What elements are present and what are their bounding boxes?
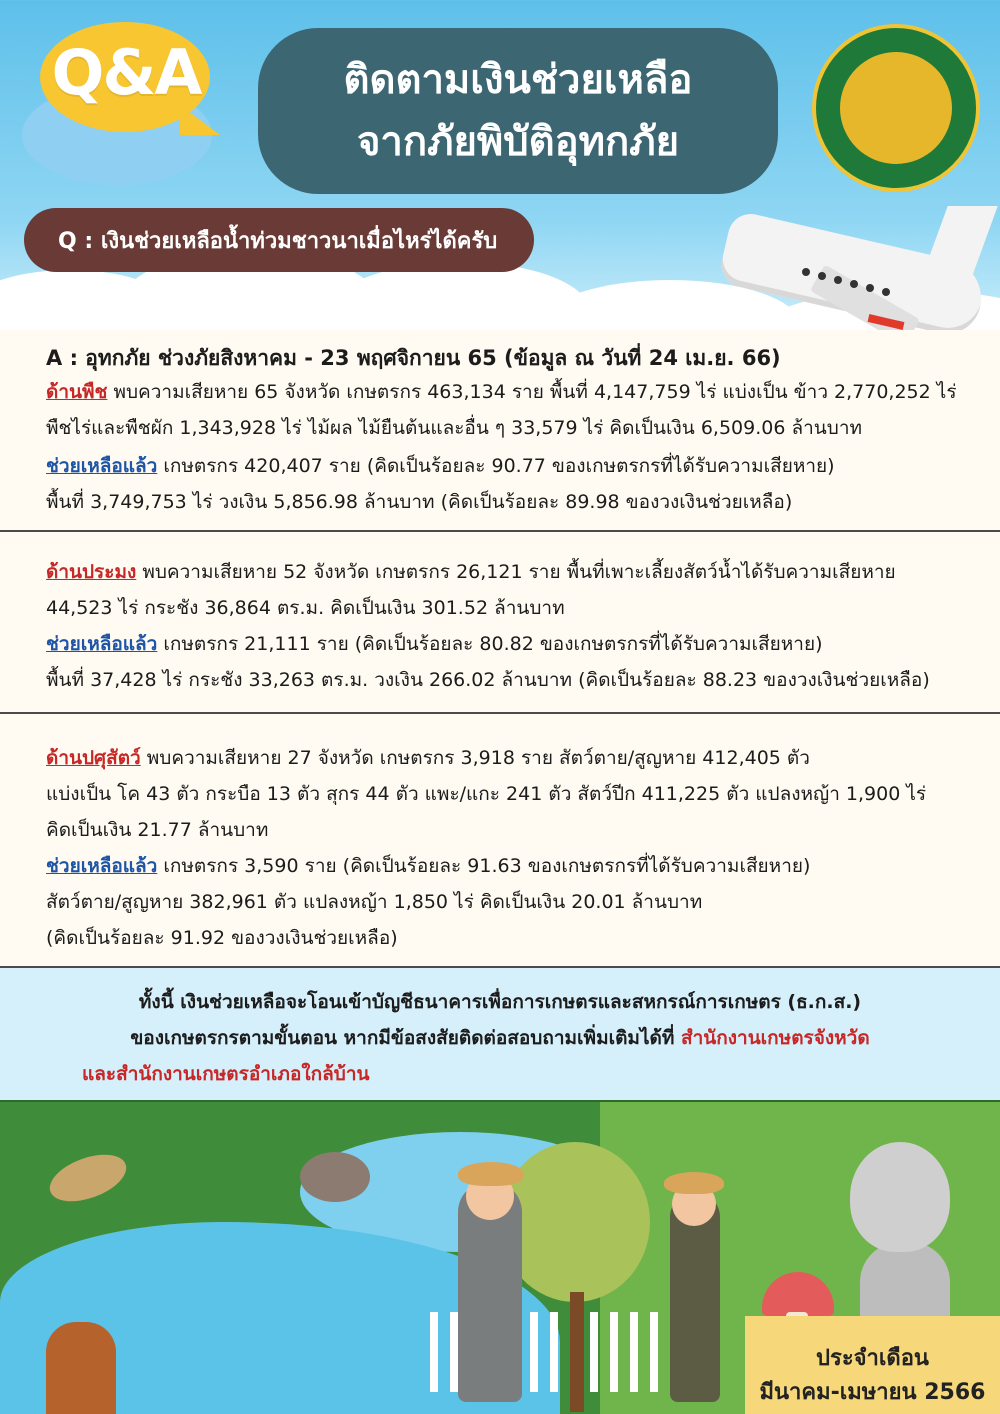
livestock-line-3: คิดเป็นเงิน 21.77 ล้านบาท	[46, 819, 269, 841]
title-line-1: ติดตามเงินช่วยเหลือ	[343, 57, 693, 103]
airplane-window	[850, 280, 858, 288]
windmill-icon	[46, 1322, 116, 1414]
livestock-help-heading: ช่วยเหลือแล้ว	[46, 855, 158, 877]
date-label: ประจำเดือน	[816, 1346, 929, 1371]
qa-bubble-tail	[180, 105, 220, 135]
section-divider	[0, 712, 1000, 714]
livestock-help-line-1	[46, 852, 810, 880]
crops-help-text-1: เกษตรกร 420,407 ราย (คิดเป็นร้อยละ 90.77 ของเกษตรกรที่ได้รับความเสียหาย)	[157, 455, 835, 477]
rock-icon	[300, 1152, 370, 1202]
fishery-help-line-2: พื้นที่ 37,428 ไร่ กระชัง 33,263 ตร.ม. วงเงิน 266.02 ล้านบาท (คิดเป็นร้อยละ 88.23 ของวงเงินช่วยเหลือ)	[46, 669, 930, 691]
page-title	[258, 28, 778, 194]
fishery-heading: ด้านประมง	[46, 561, 137, 583]
tree-trunk	[570, 1292, 584, 1412]
livestock-text-1: พบความเสียหาย 27 จังหวัด เกษตรกร 3,918 ราย สัตว์ตาย/สูญหาย 412,405 ตัว	[140, 747, 810, 769]
straw-hat-icon	[458, 1162, 524, 1186]
livestock-help-text-1: เกษตรกร 3,590 ราย (คิดเป็นร้อยละ 91.63 ของเกษตรกรที่ได้รับความเสียหาย)	[157, 855, 811, 877]
livestock-line-2: แบ่งเป็น โค 43 ตัว กระบือ 13 ตัว สุกร 44 ตัว แพะ/แกะ 241 ตัว สัตว์ปีก 411,225 ตัว แปลงหญ้า 1,900 ไร่	[46, 783, 927, 805]
footer-text-2: ของเกษตรกรตามขั้นตอน หากมีข้อสงสัยติดต่อสอบถามเพิ่มเติมได้ที่	[130, 1027, 681, 1049]
footer-line-1: ทั้งนี้ เงินช่วยเหลือจะโอนเข้าบัญชีธนาคารเพื่อการเกษตรและสหกรณ์การเกษตร (ธ.ก.ส.)	[138, 991, 862, 1013]
straw-hat-icon	[664, 1172, 724, 1194]
raccoon-icon	[850, 1142, 950, 1252]
crops-line-1	[46, 378, 957, 406]
airplane-window	[866, 284, 874, 292]
airplane-window	[802, 268, 810, 276]
crops-heading: ด้านพืช	[46, 381, 108, 403]
answer-title: A : อุทกภัย ช่วงภัยสิงหาคม - 23 พฤศจิกายน 65 (ข้อมูล ณ วันที่ 24 เม.ย. 66)	[46, 346, 781, 370]
fishery-help-line-1	[46, 630, 823, 658]
tree-crown	[500, 1142, 650, 1302]
crops-help-line-2: พื้นที่ 3,749,753 ไร่ วงเงิน 5,856.98 ล้านบาท (คิดเป็นร้อยละ 89.98 ของวงเงินช่วยเหลือ)	[46, 491, 793, 513]
section-divider	[0, 530, 1000, 532]
airplane-window	[834, 276, 842, 284]
airplane-window	[882, 288, 890, 296]
fishery-help-heading: ช่วยเหลือแล้ว	[46, 633, 158, 655]
fishery-help-text-1: เกษตรกร 21,111 ราย (คิดเป็นร้อยละ 80.82 ของเกษตรกรที่ได้รับความเสียหาย)	[157, 633, 823, 655]
fishery-text-1: พบความเสียหาย 52 จังหวัด เกษตรกร 26,121 ราย พื้นที่เพาะเลี้ยงสัตว์น้ำได้รับความเสียหาย	[136, 561, 896, 583]
qa-badge-text: Q&A	[51, 36, 201, 109]
footer-office-district: และสำนักงานเกษตรอำเภอใกล้บ้าน	[82, 1063, 370, 1085]
fish-icon	[44, 1146, 133, 1211]
livestock-heading: ด้านปศุสัตว์	[46, 747, 141, 769]
date-range: มีนาคม-เมษายน 2566	[759, 1380, 986, 1405]
title-line-2: จากภัยพิบัติอุทกภัย	[356, 119, 680, 165]
fishery-line-2: 44,523 ไร่ กระชัง 36,864 ตร.ม. คิดเป็นเงิน 301.52 ล้านบาท	[46, 597, 565, 619]
footer-line-2	[0, 1024, 1000, 1052]
fishery-line-1	[46, 558, 896, 586]
livestock-help-line-3: (คิดเป็นร้อยละ 91.92 ของวงเงินช่วยเหลือ)	[46, 927, 398, 949]
footer-office-province: สำนักงานเกษตรจังหวัด	[680, 1027, 870, 1049]
crops-help-heading: ช่วยเหลือแล้ว	[46, 455, 158, 477]
livestock-line-1	[46, 744, 810, 772]
livestock-help-line-2: สัตว์ตาย/สูญหาย 382,961 ตัว แปลงหญ้า 1,850 ไร่ คิดเป็นเงิน 20.01 ล้านบาท	[46, 891, 703, 913]
question-pill: Q : เงินช่วยเหลือน้ำท่วมชาวนาเมื่อไหร่ได้ครับ	[24, 208, 534, 272]
seal-emblem-icon	[840, 52, 952, 164]
airplane-window	[818, 272, 826, 280]
crops-help-line-1	[46, 452, 835, 480]
crops-text-1: พบความเสียหาย 65 จังหวัด เกษตรกร 463,134 ราย พื้นที่ 4,147,759 ไร่ แบ่งเป็น ข้าว 2,770,252 ไร่	[107, 381, 957, 403]
crops-line-2: พืชไร่และพืชผัก 1,343,928 ไร่ ไม้ผล ไม้ยืนต้นและอื่น ๆ 33,579 ไร่ คิดเป็นเงิน 6,509.06 ล้านบาท	[46, 417, 863, 439]
